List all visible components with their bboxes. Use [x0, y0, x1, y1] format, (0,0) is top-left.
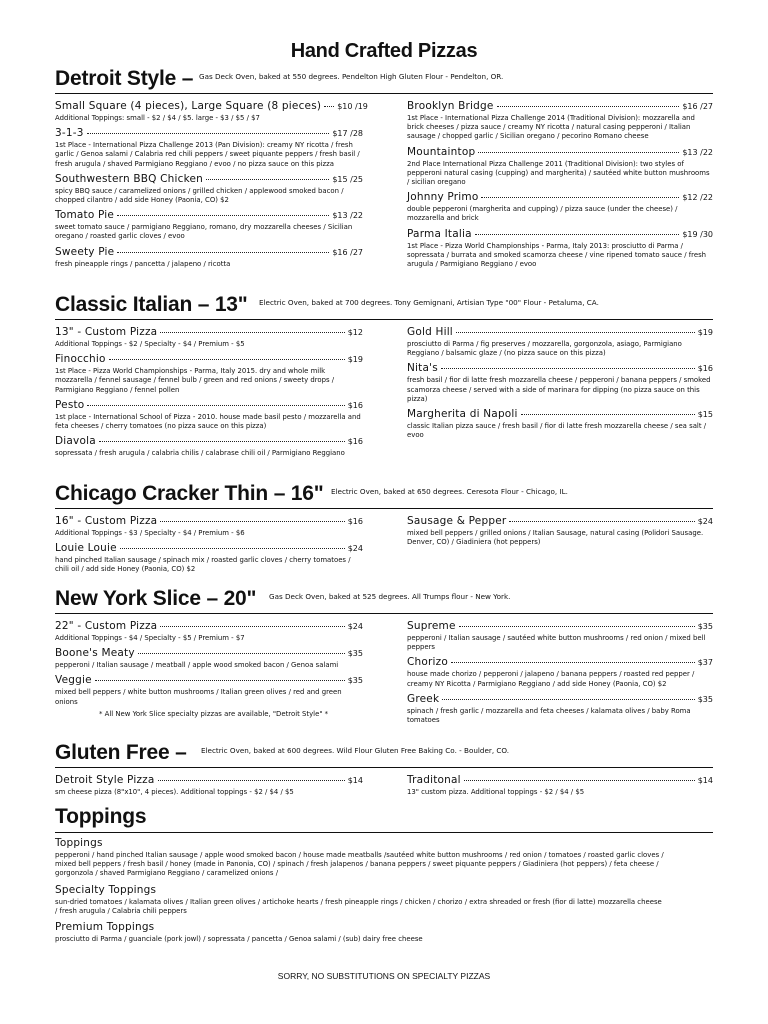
- menu-item-price: $16: [697, 364, 713, 374]
- menu-item-description: pepperoni / Italian sausage / meatball / apple wood smoked bacon / Genoa salami: [55, 661, 339, 670]
- section-header: [55, 740, 713, 768]
- menu-item: [407, 620, 713, 652]
- menu-item-name: Southwestern BBQ Chicken: [55, 172, 204, 185]
- menu-item-row: [55, 209, 363, 222]
- section-new-york: [55, 586, 713, 736]
- menu-item-description: fresh basil / fior di latte fresh mozzarella cheese / pepperoni / banana peppers / smoked scamorza cheese / served with a side of marinara for dipping (no pizza sauce on this pizza): [407, 376, 711, 403]
- menu-item-description: prosciutto di Parma / fig preserves / mozzarella, gorgonzola, asiago, Parmigiano Reggiano / balsamic glaze / (no pizza sauce on this pizza): [407, 340, 682, 358]
- menu-item-price: $24: [697, 517, 713, 526]
- menu-item-price: $13 /22: [682, 147, 713, 157]
- dot-leader: [99, 441, 345, 442]
- dot-leader: [87, 133, 330, 134]
- section-detroit: [55, 66, 713, 286]
- menu-item-price: $12: [347, 328, 363, 337]
- menu-item-name: Greek: [407, 692, 440, 705]
- dot-leader: [497, 106, 680, 107]
- menu-item: [55, 173, 363, 205]
- detroit-style-note: * All New York Slice specialty pizzas are available, "Detroit Style" *: [99, 709, 329, 718]
- section-header: [55, 292, 713, 320]
- menu-item: [55, 647, 363, 670]
- menu-item-row: [55, 774, 363, 787]
- menu-item-price: $19: [347, 355, 363, 365]
- menu-item-name: Boone's Meaty: [55, 647, 135, 660]
- menu-item: [407, 408, 713, 440]
- menu-item-price: $35: [347, 649, 363, 659]
- menu-item-description: fresh pineapple rings / pancetta / jalapeno / ricotta: [55, 259, 231, 268]
- menu-item-price: $16: [347, 437, 363, 447]
- footer-note: SORRY, NO SUBSTITUTIONS ON SPECIALTY PIZZAS: [277, 971, 491, 981]
- dot-leader: [478, 152, 679, 153]
- section-header: [55, 586, 713, 614]
- menu-item-name: Small Square (4 pieces), Large Square (8 pieces): [55, 100, 322, 112]
- menu-item-row: [407, 100, 713, 113]
- menu-item: [55, 515, 363, 538]
- dot-leader: [206, 179, 329, 180]
- menu-item-description: spinach / fresh garlic / mozzarella and feta cheeses / kalamata olives / baby Roma tomatoes: [407, 706, 691, 725]
- toppings-group: [55, 837, 713, 879]
- menu-item-row: [407, 146, 713, 159]
- menu-item-description: 2nd Place International Pizza Challenge 2011 (Traditional Division): two styles of pepperoni natural casing (cupping) and margherita) / sautéed white button mushrooms / sicilian oregano: [407, 159, 710, 187]
- menu-item-row: [55, 399, 363, 412]
- menu-item-description: 1st Place - International Pizza Challenge 2014 (Traditional Division): mozzarella and brick cheeses / pizza sauce / creamy NY ricotta / natural casing pepperoni / Italian sausage / chopped garlic / Sicilian oregano / pecorino Romano cheese: [407, 114, 695, 141]
- menu-item-name: Margherita di Napoli: [407, 408, 518, 421]
- toppings-group-list: sun-dried tomatoes / kalamata olives / Italian green olives / artichoke hearts / fresh pineapple rings / chicken / chorizo / extra shreaded or fresh (fior di latte) mozzarella cheese / fresh arugula / Calabria chili peppers: [55, 897, 662, 915]
- menu-item-row: [55, 515, 363, 528]
- menu-item-row: [55, 127, 363, 140]
- menu-item-row: [55, 647, 363, 660]
- dot-leader: [87, 405, 344, 406]
- menu-item-description: double pepperoni (margherita and cupping) / pizza sauce (under the cheese) / mozzarella and brick: [407, 205, 678, 223]
- dot-leader: [464, 780, 695, 781]
- section-title: Toppings: [55, 805, 147, 828]
- dot-leader: [509, 521, 694, 522]
- menu-item-name: Gold Hill: [407, 326, 453, 338]
- menu-item: [55, 209, 363, 241]
- dot-leader: [324, 106, 334, 107]
- toppings-groups: [55, 837, 713, 944]
- menu-item: [55, 674, 363, 706]
- menu-column-right: [407, 774, 713, 801]
- section-title: New York Slice – 20": [55, 587, 257, 610]
- menu-column-left: [55, 326, 363, 462]
- menu-item-description: sm cheese pizza (8"x10", 4 pieces). Additional toppings - $2 / $4 / $5: [55, 788, 294, 796]
- menu-item-name: Finocchio: [55, 353, 106, 366]
- menu-item: [407, 100, 713, 142]
- menu-item: [407, 326, 713, 358]
- menu-item-description: mixed bell peppers / grilled onions / Italian Sausage, natural casing (Polidori Sausage. Denver, CO) / Giadiniera (hot peppers): [407, 529, 704, 547]
- menu-item: [407, 191, 713, 223]
- menu-column-left: [55, 515, 363, 579]
- menu-item-price: $12 /22: [682, 193, 713, 203]
- menu-item: [55, 435, 363, 458]
- dot-leader: [160, 626, 344, 627]
- menu-item-row: [55, 100, 368, 113]
- menu-item-price: $35: [697, 694, 713, 704]
- menu-item: [55, 399, 363, 431]
- section-gluten-free: [55, 740, 713, 800]
- menu-item-row: [55, 326, 363, 339]
- menu-item: [407, 693, 713, 725]
- menu-item-name: Tomato Pie: [55, 209, 115, 222]
- dot-leader: [109, 359, 345, 360]
- menu-item-description: hand pinched Italian sausage / spinach mix / roasted garlic cloves / cherry tomatoes / chili oil / add side Honey (Paonia, CO) $2: [55, 556, 351, 574]
- menu-item-name: 3-1-3: [55, 127, 84, 140]
- menu-item-row: [55, 246, 363, 259]
- section-title: Detroit Style –: [55, 67, 194, 90]
- dot-leader: [138, 653, 345, 654]
- section-header: [55, 66, 713, 94]
- menu-item-price: $35: [347, 676, 363, 686]
- toppings-group-list: pepperoni / hand pinched Italian sausage / apple wood smoked bacon / house made meatballs /sautéed white button mushrooms / red onion / tomatoes / roasted garlic cloves / mixed bell peppers / fresh basil / honey (made in Panonia, CO) / spinach / fresh jalapenos / banana peppers / sweet piquante peppers / Giadiniera (hot peppers) / feta cheese / gorgonzola / shaved Parmigiano Reggiano / caramelized onions /: [55, 851, 664, 878]
- menu-column-left: [55, 100, 368, 273]
- menu-item-name: Sausage & Pepper: [407, 515, 507, 527]
- menu-item-name: Parma Italia: [407, 227, 472, 240]
- menu-item-description: 1st Place - Pizza World Championships - Parma, Italy 2013: prosciutto di Parma / sopressata / burrata and smoked scamorza cheese / vine ripened tomato sauce / fresh arugula / Parmigiano Reggiano / evoo: [407, 241, 707, 269]
- menu-item-price: $14: [697, 776, 713, 785]
- menu-item: [407, 146, 713, 188]
- toppings-group-title: Premium Toppings: [55, 921, 155, 934]
- section-note: Electric Oven, baked at 600 degrees. Wild Flour Gluten Free Baking Co. - Boulder, CO.: [201, 746, 510, 755]
- section-note: Gas Deck Oven, baked at 525 degrees. All Trumps flour - New York.: [269, 592, 511, 601]
- menu-item-price: $15 /25: [332, 174, 363, 184]
- menu-item-description: classic Italian pizza sauce / fresh basil / fior di latte fresh mozzarella cheese / sea salt / evoo: [407, 422, 707, 440]
- section-classic-italian: [55, 292, 713, 472]
- menu-item-description: 13" custom pizza. Additional toppings - $2 / $4 / $5: [407, 788, 585, 796]
- toppings-group-title: Toppings: [55, 837, 103, 849]
- dot-leader: [456, 332, 695, 333]
- menu-item-row: [407, 191, 713, 204]
- dot-leader: [160, 332, 344, 333]
- dot-leader: [120, 548, 345, 549]
- section-note: Gas Deck Oven, baked at 550 degrees. Pendelton High Gluten Flour - Pendelton, OR.: [199, 72, 504, 81]
- menu-item-row: [407, 362, 713, 375]
- section-title: Chicago Cracker Thin – 16": [55, 482, 324, 505]
- menu-item-name: Traditonal: [407, 774, 461, 786]
- menu-item: [55, 542, 363, 574]
- dot-leader: [160, 521, 344, 522]
- menu-item: [55, 326, 363, 349]
- menu-item-name: Sweety Pie: [55, 245, 115, 258]
- menu-item-name: Chorizo: [407, 656, 448, 669]
- menu-item: [407, 515, 713, 547]
- menu-item: [407, 228, 713, 270]
- menu-item-price: $19 /30: [682, 229, 713, 239]
- dot-leader: [95, 680, 345, 681]
- menu-item-row: [407, 515, 713, 528]
- dot-leader: [481, 197, 679, 198]
- menu-item: [55, 774, 363, 797]
- menu-item-price: $15: [697, 410, 713, 420]
- menu-item-row: [407, 620, 713, 633]
- menu-item-row: [55, 674, 363, 687]
- menu-item-description: Additional Toppings - $3 / Specialty - $4 / Premium - $6: [55, 529, 245, 537]
- dot-leader: [441, 368, 695, 369]
- menu-item-description: spicy BBQ sauce / caramelized onions / grilled chicken / applewood smoked bacon / chopped cilantro / add side Honey (Paonia, CO) $2: [55, 186, 344, 205]
- menu-item-row: [407, 693, 713, 706]
- menu-item-name: 16" - Custom Pizza: [55, 515, 158, 527]
- menu-item-row: [55, 353, 363, 366]
- menu-item: [55, 100, 368, 123]
- menu-column-right: [407, 326, 713, 444]
- toppings-group: [55, 921, 713, 944]
- dot-leader: [459, 626, 695, 627]
- menu-item-row: [407, 774, 713, 787]
- menu-item-name: Johnny Primo: [407, 191, 479, 204]
- menu-item: [407, 774, 713, 797]
- menu-item-row: [407, 326, 713, 339]
- menu-column-left: [55, 620, 363, 718]
- menu-column-left: [55, 774, 363, 801]
- menu-item-description: 1st place - International School of Pizza - 2010. house made basil pesto / mozzarella and feta cheeses / cherry tomatoes (no pizza sauce on this pizza): [55, 412, 361, 431]
- toppings-group: [55, 884, 713, 916]
- menu-item-name: Detroit Style Pizza: [55, 774, 155, 786]
- menu-item-name: Nita's: [407, 362, 438, 375]
- section-note: Electric Oven, baked at 700 degrees. Tony Gemignani, Artisian Type "00" Flour - Petaluma, CA.: [259, 298, 599, 307]
- toppings-group-title: Specialty Toppings: [55, 883, 157, 896]
- menu-item-description: pepperoni / Italian sausage / sautéed white button mushrooms / red onion / mixed bell peppers: [407, 634, 706, 652]
- menu-item-row: [55, 435, 363, 448]
- dot-leader: [521, 414, 695, 415]
- menu-item: [407, 656, 713, 688]
- menu-item-name: 22" - Custom Pizza: [55, 620, 158, 632]
- menu-item-description: Additional Toppings: small - $2 / $4 / $5. large - $3 / $5 / $7: [55, 114, 260, 122]
- menu-item-price: $10 /19: [337, 102, 368, 111]
- menu-item-price: $35: [697, 622, 713, 631]
- menu-item-price: $16 /27: [682, 102, 713, 111]
- menu-item-description: 1st Place - International Pizza Challenge 2013 (Pan Division): creamy NY ricotta / fresh garlic / Genoa salami / Calabria red chili peppers / sweet piquante peppers / fresh basil / fresh arugula / shaved Parmigiano Reggiano / evoo / no pizza sauce on this pizza: [55, 141, 360, 168]
- menu-item-description: sopressata / fresh arugula / calabria chilis / calabrase chili oil / Parmigiano Reggiano: [55, 449, 345, 458]
- menu-item-name: Diavola: [55, 435, 96, 448]
- section-title: Classic Italian – 13": [55, 293, 248, 316]
- menu-list: [55, 620, 363, 707]
- menu-column-right: [407, 620, 713, 729]
- dot-leader: [475, 234, 680, 235]
- menu-item-name: 13" - Custom Pizza: [55, 326, 158, 338]
- menu-item-row: [407, 656, 713, 669]
- menu-item-description: Additional Toppings - $2 / Specialty - $4 / Premium - $5: [55, 340, 245, 348]
- section-header: [55, 481, 713, 509]
- dot-leader: [158, 780, 345, 781]
- menu-column-right: [407, 100, 713, 273]
- menu-item-row: [407, 228, 713, 241]
- menu-item-name: Supreme: [407, 620, 456, 632]
- menu-item-price: $24: [347, 544, 363, 554]
- menu-item-row: [55, 620, 363, 633]
- menu-item-row: [55, 542, 363, 555]
- menu-item: [55, 620, 363, 643]
- menu-item-row: [407, 408, 713, 421]
- menu-item-price: $37: [697, 658, 713, 668]
- menu-item-name: Veggie: [55, 674, 92, 687]
- section-note: Electric Oven, baked at 650 degrees. Ceresota Flour - Chicago, IL.: [331, 487, 568, 496]
- menu-item-name: Louie Louie: [55, 542, 117, 555]
- menu-item-name: Brooklyn Bridge: [407, 100, 494, 112]
- section-header: [55, 804, 713, 833]
- menu-item-price: $16: [347, 400, 363, 410]
- menu-item-price: $17 /28: [332, 129, 363, 139]
- menu-item-price: $13 /22: [332, 211, 363, 221]
- menu-item-price: $19: [697, 328, 713, 337]
- menu-item-price: $14: [347, 776, 363, 785]
- menu-item: [55, 353, 363, 395]
- menu-column-right: [407, 515, 713, 551]
- menu-item-name: Pesto: [55, 398, 85, 411]
- section-toppings: [55, 804, 713, 944]
- menu-item-description: 1st Place - Pizza World Championships - Parma, Italy 2015. dry and whole milk mozzarella / fennel sausage / fennel bulb / green and red onions / sweety drops / Parmigiano Reggiano / fennel pollen: [55, 367, 335, 394]
- section-chicago: [55, 481, 713, 581]
- menu-item: [55, 127, 363, 169]
- dot-leader: [442, 699, 694, 700]
- menu-item-row: [55, 173, 363, 186]
- menu-item-price: $24: [347, 622, 363, 631]
- menu-item: [407, 362, 713, 404]
- menu-item-description: Additional Toppings - $4 / Specialty - $5 / Premium - $7: [55, 634, 245, 642]
- section-title: Gluten Free –: [55, 741, 187, 764]
- dot-leader: [117, 215, 329, 216]
- menu-item-description: sweet tomato sauce / parmigiano Reggiano, romano, dry mozzarella cheeses / Sicilian oregano / roasted garlic cloves / evoo: [55, 223, 353, 241]
- dot-leader: [451, 662, 695, 663]
- menu-item-name: Mountaintop: [407, 145, 476, 158]
- menu-item-description: mixed bell peppers / white button mushrooms / Italian green olives / red and green onions: [55, 688, 342, 706]
- menu-item-price: $16 /27: [332, 247, 363, 257]
- menu-item: [55, 246, 363, 269]
- menu-item-description: house made chorizo / pepperoni / jalapeno / banana peppers / roasted red pepper / creamy NY Ricotta / Parmigiano Reggiano / add side Honey (Paonia, CO) $2: [407, 670, 695, 688]
- toppings-group-list: prosciutto di Parma / guanciale (pork jowl) / sopressata / pancetta / Genoa salami / (sub) dairy free cheese: [55, 935, 423, 944]
- page-title: Hand Crafted Pizzas: [290, 40, 478, 62]
- dot-leader: [117, 252, 329, 253]
- menu-item-price: $16: [347, 517, 363, 526]
